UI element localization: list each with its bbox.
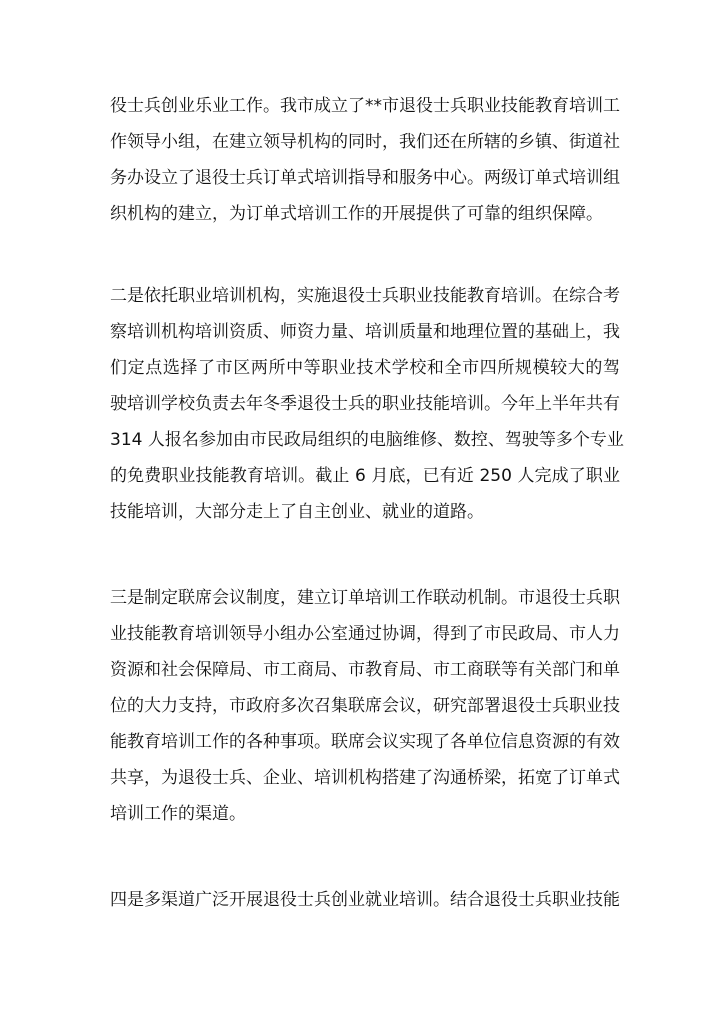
paragraph-line: 作领导小组，在建立领导机构的同时，我们还在所辖的乡镇、街道社 xyxy=(110,132,620,152)
paragraph-line: 技能培训，大部分走上了自主创业、就业的道路。 xyxy=(110,502,484,522)
paragraph-line: 能教育培训工作的各种事项。联席会议实现了各单位信息资源的有效 xyxy=(110,732,620,752)
paragraph-2 xyxy=(110,278,624,530)
paragraph-4 xyxy=(110,882,620,918)
paragraph-line: 织机构的建立，为订单式培训工作的开展提供了可靠的组织保障。 xyxy=(110,204,603,224)
paragraph-line: 务办设立了退役士兵订单式培训指导和服务中心。两级订单式培训组 xyxy=(110,168,620,188)
paragraph-line: 二是依托职业培训机构，实施退役士兵职业技能教育培训。在综合考 xyxy=(110,286,620,306)
paragraph-line: 共享，为退役士兵、企业、培训机构搭建了沟通桥梁，拓宽了订单式 xyxy=(110,768,620,788)
paragraph-line: 驶培训学校负责去年冬季退役士兵的职业技能培训。今年上半年共有 xyxy=(110,394,620,414)
paragraph-line: 察培训机构培训资质、师资力量、培训质量和地理位置的基础上，我 xyxy=(110,322,620,342)
paragraph-line: 业技能教育培训领导小组办公室通过协调，得到了市民政局、市人力 xyxy=(110,624,620,644)
paragraph-line: 的免费职业技能教育培训。截止 6 月底，已有近 250 人完成了职业 xyxy=(110,466,620,486)
paragraph-line: 资源和社会保障局、市工商局、市教育局、市工商联等有关部门和单 xyxy=(110,660,620,680)
paragraph-line: 314 人报名参加由市民政局组织的电脑维修、数控、驾驶等多个专业 xyxy=(110,430,624,450)
paragraph-line: 位的大力支持，市政府多次召集联席会议，研究部署退役士兵职业技 xyxy=(110,696,620,716)
paragraph-line: 们定点选择了市区两所中等职业技术学校和全市四所规模较大的驾 xyxy=(110,358,620,378)
paragraph-line: 三是制定联席会议制度，建立订单培训工作联动机制。市退役士兵职 xyxy=(110,588,620,608)
paragraph-1 xyxy=(110,88,620,232)
paragraph-3 xyxy=(110,580,620,832)
paragraph-line: 四是多渠道广泛开展退役士兵创业就业培训。结合退役士兵职业技能 xyxy=(110,890,620,910)
paragraph-line: 培训工作的渠道。 xyxy=(110,804,246,824)
paragraph-line: 役士兵创业乐业工作。我市成立了**市退役士兵职业技能教育培训工 xyxy=(110,96,620,116)
